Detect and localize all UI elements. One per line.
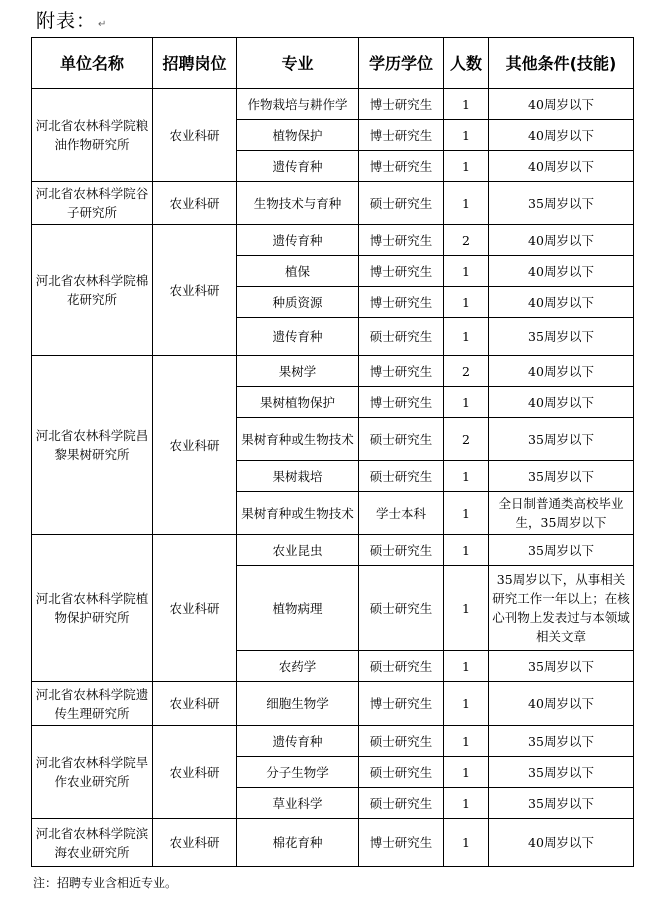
major-cell: 果树栽培: [237, 461, 359, 492]
degree-cell: 硕士研究生: [359, 182, 444, 225]
conditions-cell: 40周岁以下: [489, 89, 634, 120]
conditions-cell: 40周岁以下: [489, 287, 634, 318]
count-cell: 1: [444, 682, 489, 726]
major-cell: 植保: [237, 256, 359, 287]
major-cell: 分子生物学: [237, 757, 359, 788]
unit-name-cell: 河北省农林科学院昌黎果树研究所: [32, 356, 153, 535]
conditions-cell: 40周岁以下: [489, 151, 634, 182]
count-cell: 1: [444, 651, 489, 682]
major-cell: 遗传育种: [237, 151, 359, 182]
conditions-cell: 35周岁以下: [489, 461, 634, 492]
major-cell: 细胞生物学: [237, 682, 359, 726]
post-cell: 农业科研: [153, 356, 237, 535]
unit-name-cell: 河北省农林科学院植物保护研究所: [32, 535, 153, 682]
post-cell: 农业科研: [153, 225, 237, 356]
degree-cell: 博士研究生: [359, 356, 444, 387]
major-cell: 作物栽培与耕作学: [237, 89, 359, 120]
count-cell: 1: [444, 492, 489, 535]
count-cell: 1: [444, 566, 489, 651]
conditions-cell: 35周岁以下: [489, 182, 634, 225]
major-cell: 遗传育种: [237, 318, 359, 356]
unit-name-cell: 河北省农林科学院遗传生理研究所: [32, 682, 153, 726]
degree-cell: 博士研究生: [359, 120, 444, 151]
conditions-cell: 35周岁以下: [489, 535, 634, 566]
post-cell: 农业科研: [153, 89, 237, 182]
table-row: [32, 682, 634, 726]
unit-name-cell: 河北省农林科学院旱作农业研究所: [32, 726, 153, 819]
degree-cell: 硕士研究生: [359, 726, 444, 757]
table-row: [32, 819, 634, 867]
header-degree: 学历学位: [359, 38, 444, 89]
post-cell: 农业科研: [153, 682, 237, 726]
table-row: [32, 356, 634, 387]
major-cell: 种质资源: [237, 287, 359, 318]
count-cell: 1: [444, 151, 489, 182]
degree-cell: 博士研究生: [359, 89, 444, 120]
count-cell: 1: [444, 757, 489, 788]
count-cell: 1: [444, 819, 489, 867]
count-cell: 1: [444, 788, 489, 819]
major-cell: 植物病理: [237, 566, 359, 651]
count-cell: 1: [444, 182, 489, 225]
degree-cell: 硕士研究生: [359, 535, 444, 566]
recruitment-table: [31, 37, 634, 867]
conditions-cell: 40周岁以下: [489, 256, 634, 287]
conditions-cell: 40周岁以下: [489, 387, 634, 418]
unit-name-cell: 河北省农林科学院谷子研究所: [32, 182, 153, 225]
table-row: [32, 726, 634, 757]
post-cell: 农业科研: [153, 726, 237, 819]
conditions-cell: 40周岁以下: [489, 682, 634, 726]
table-row: [32, 182, 634, 225]
post-cell: 农业科研: [153, 535, 237, 682]
header-major: 专业: [237, 38, 359, 89]
degree-cell: 博士研究生: [359, 256, 444, 287]
conditions-cell: 35周岁以下: [489, 651, 634, 682]
conditions-cell: 35周岁以下，从事相关研究工作一年以上；在核心刊物上发表过与本领域相关文章: [489, 566, 634, 651]
major-cell: 果树育种或生物技术: [237, 492, 359, 535]
major-cell: 果树学: [237, 356, 359, 387]
footnote: 注：招聘专业含相近专业。: [33, 876, 178, 890]
major-cell: 果树育种或生物技术: [237, 418, 359, 461]
table-row: [32, 225, 634, 256]
major-cell: 生物技术与育种: [237, 182, 359, 225]
post-cell: 农业科研: [153, 819, 237, 867]
major-cell: 草业科学: [237, 788, 359, 819]
count-cell: 1: [444, 89, 489, 120]
degree-cell: 博士研究生: [359, 225, 444, 256]
degree-cell: 硕士研究生: [359, 757, 444, 788]
header-count: 人数: [444, 38, 489, 89]
conditions-cell: 40周岁以下: [489, 356, 634, 387]
unit-name-cell: 河北省农林科学院滨海农业研究所: [32, 819, 153, 867]
header-post: 招聘岗位: [153, 38, 237, 89]
degree-cell: 硕士研究生: [359, 461, 444, 492]
degree-cell: 硕士研究生: [359, 788, 444, 819]
major-cell: 遗传育种: [237, 726, 359, 757]
table-row: [32, 89, 634, 120]
degree-cell: 博士研究生: [359, 819, 444, 867]
table-header-row: [32, 38, 634, 89]
header-conditions: 其他条件(技能): [489, 38, 634, 89]
degree-cell: 硕士研究生: [359, 651, 444, 682]
conditions-cell: 35周岁以下: [489, 318, 634, 356]
count-cell: 2: [444, 418, 489, 461]
degree-cell: 博士研究生: [359, 287, 444, 318]
table-body: [32, 89, 634, 867]
count-cell: 1: [444, 726, 489, 757]
conditions-cell: 35周岁以下: [489, 788, 634, 819]
table-row: [32, 535, 634, 566]
conditions-cell: 40周岁以下: [489, 120, 634, 151]
page-title: 附表： ↵: [36, 10, 108, 32]
count-cell: 1: [444, 287, 489, 318]
conditions-cell: 35周岁以下: [489, 757, 634, 788]
count-cell: 1: [444, 461, 489, 492]
count-cell: 1: [444, 318, 489, 356]
degree-cell: 博士研究生: [359, 682, 444, 726]
count-cell: 1: [444, 120, 489, 151]
degree-cell: 学士本科: [359, 492, 444, 535]
major-cell: 遗传育种: [237, 225, 359, 256]
paragraph-mark-icon: ↵: [98, 19, 108, 30]
major-cell: 农业昆虫: [237, 535, 359, 566]
post-cell: 农业科研: [153, 182, 237, 225]
conditions-cell: 35周岁以下: [489, 726, 634, 757]
major-cell: 植物保护: [237, 120, 359, 151]
count-cell: 1: [444, 387, 489, 418]
major-cell: 农药学: [237, 651, 359, 682]
conditions-cell: 40周岁以下: [489, 225, 634, 256]
conditions-cell: 35周岁以下: [489, 418, 634, 461]
count-cell: 2: [444, 225, 489, 256]
major-cell: 棉花育种: [237, 819, 359, 867]
degree-cell: 硕士研究生: [359, 566, 444, 651]
count-cell: 1: [444, 256, 489, 287]
header-unit: 单位名称: [32, 38, 153, 89]
degree-cell: 硕士研究生: [359, 318, 444, 356]
degree-cell: 硕士研究生: [359, 418, 444, 461]
count-cell: 2: [444, 356, 489, 387]
unit-name-cell: 河北省农林科学院棉花研究所: [32, 225, 153, 356]
degree-cell: 博士研究生: [359, 151, 444, 182]
conditions-cell: 40周岁以下: [489, 819, 634, 867]
unit-name-cell: 河北省农林科学院粮油作物研究所: [32, 89, 153, 182]
degree-cell: 博士研究生: [359, 387, 444, 418]
count-cell: 1: [444, 535, 489, 566]
major-cell: 果树植物保护: [237, 387, 359, 418]
conditions-cell: 全日制普通类高校毕业生，35周岁以下: [489, 492, 634, 535]
